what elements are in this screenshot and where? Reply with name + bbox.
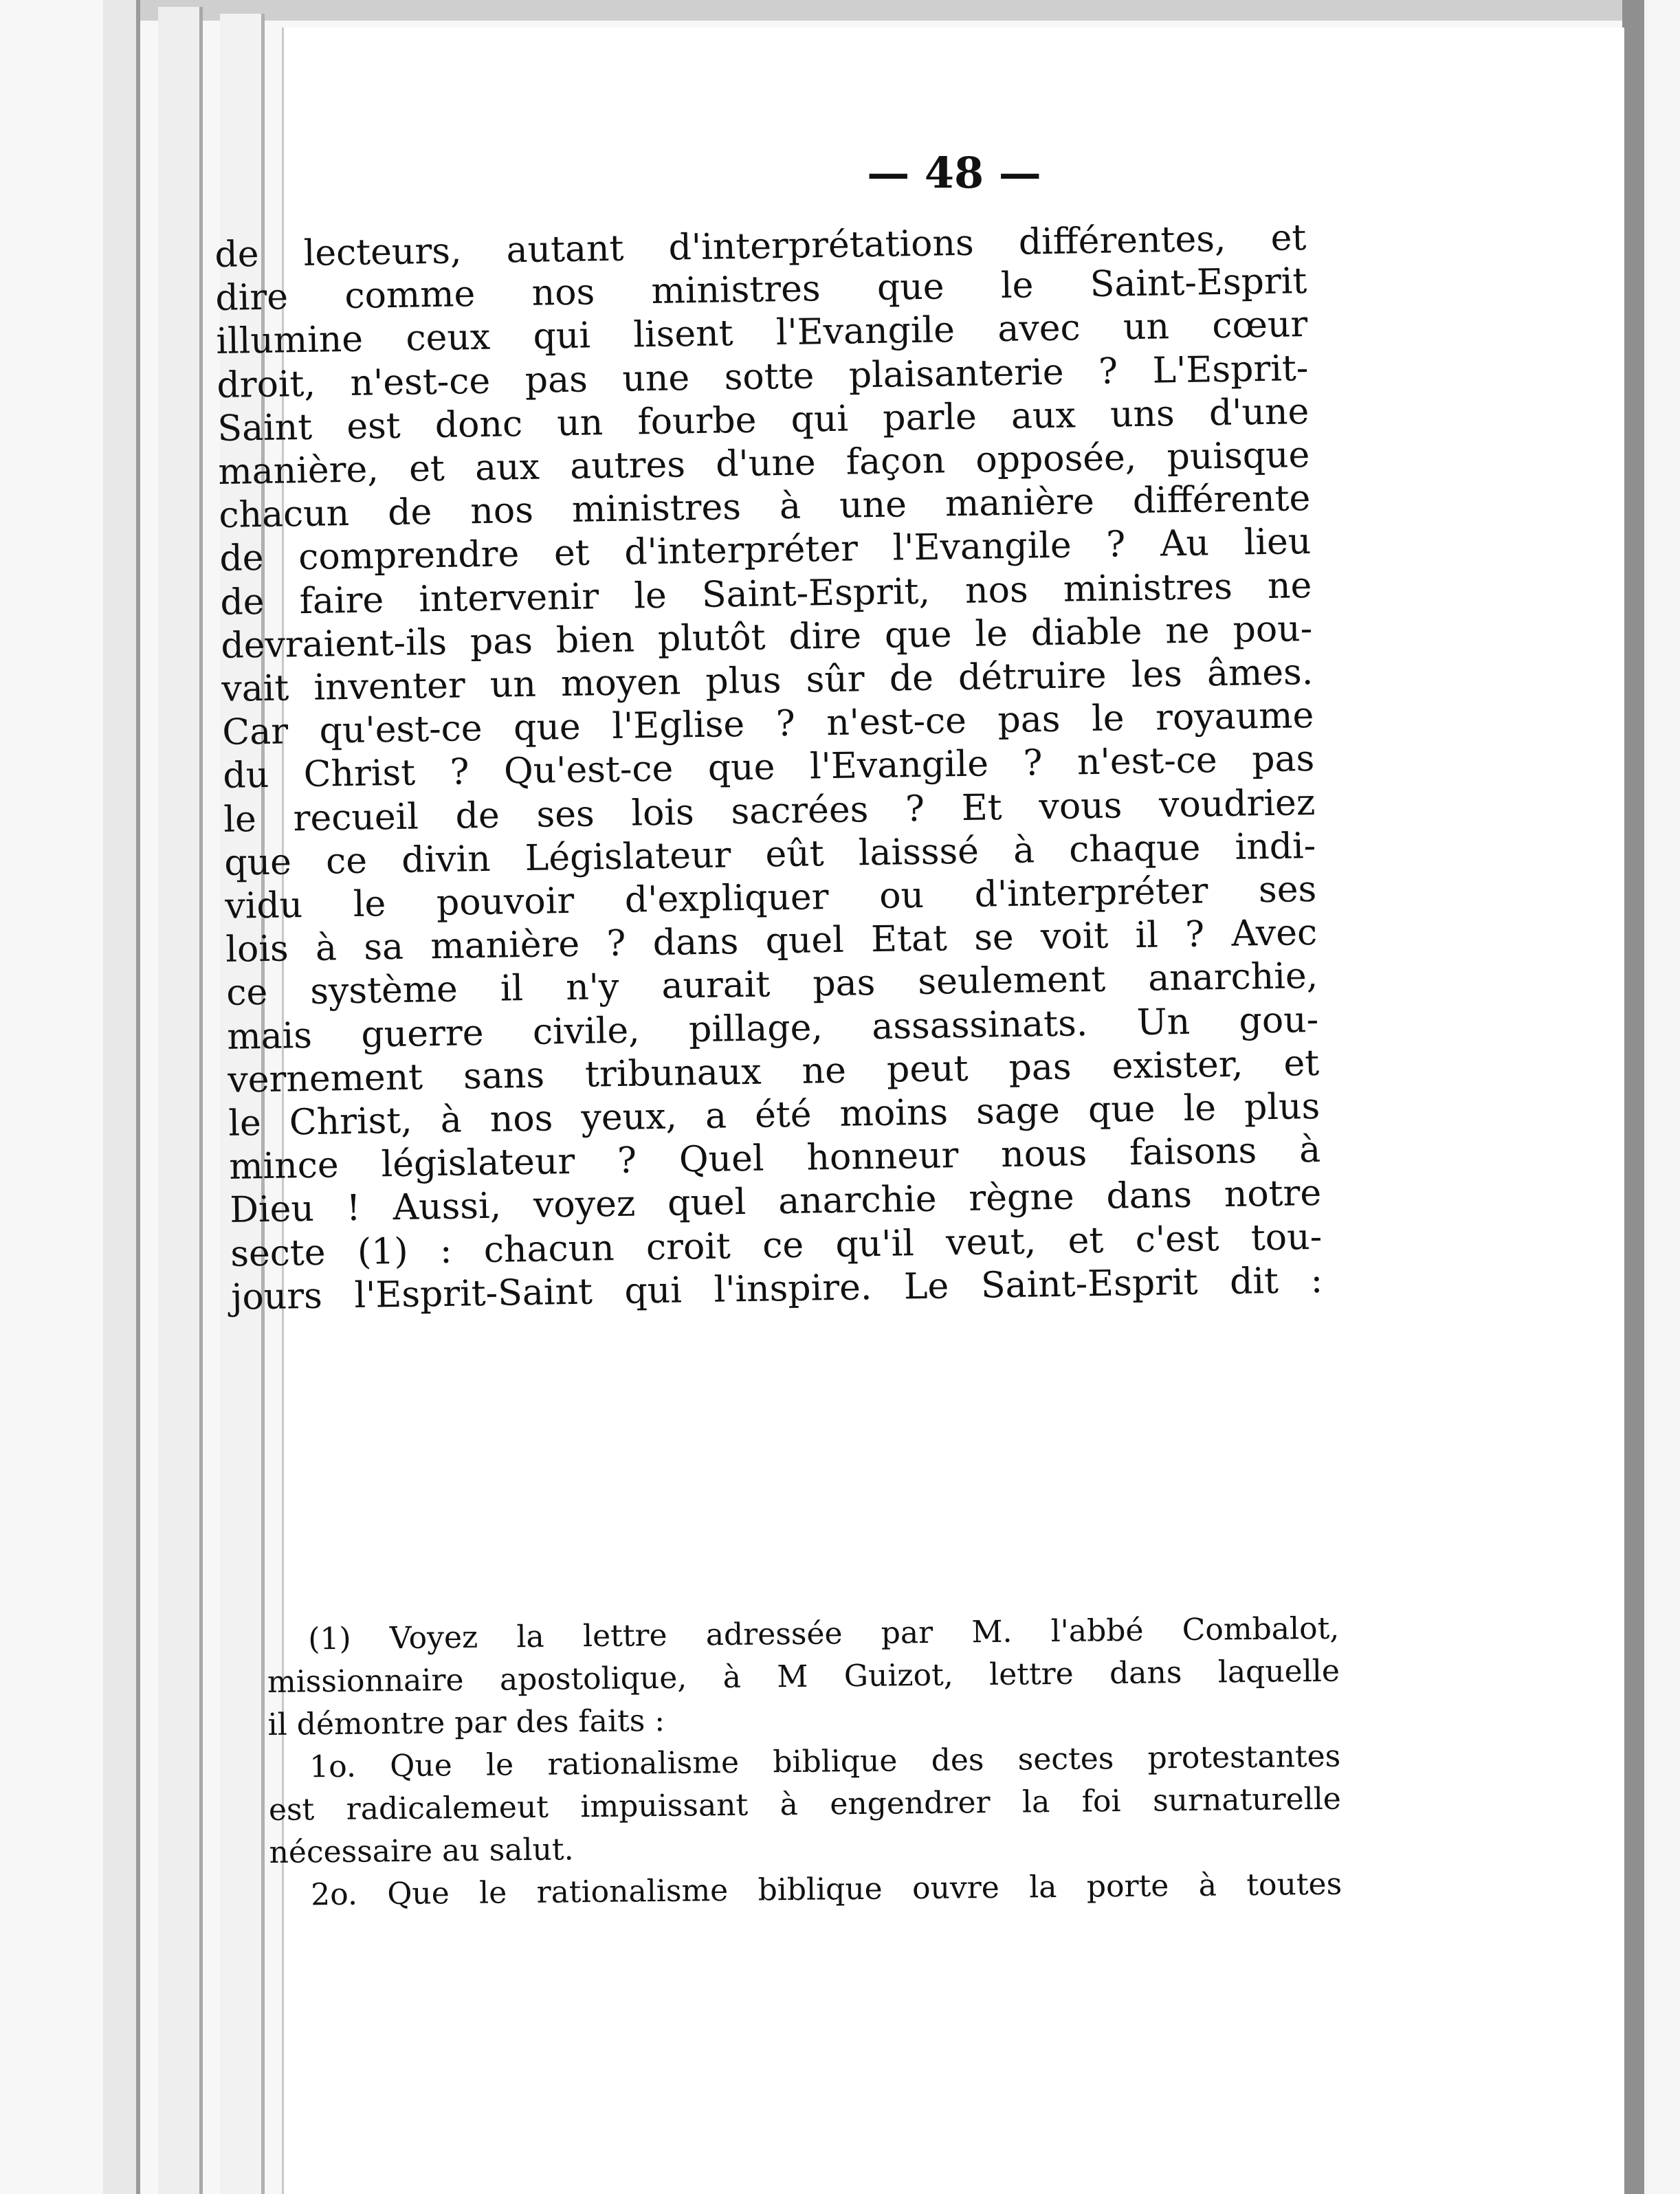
body-line: de faire intervenir le Saint-Esprit, nos ministres ne bbox=[219, 564, 1312, 623]
body-line: le Christ, à nos yeux, a été moins sage que le plus bbox=[228, 1085, 1320, 1144]
footnote-line: (1) Voyez la lettre adressée par M. l'abbé Combalot, bbox=[308, 1610, 1340, 1657]
footnote-line: 2o. Que le rationalisme biblique ouvre la porte à toutes bbox=[310, 1866, 1342, 1913]
body-line: ce système il n'y aurait pas seulement anarchie, bbox=[225, 955, 1318, 1015]
body-line: dire comme nos ministres que le Saint-Esprit bbox=[215, 261, 1307, 320]
body-line: de lecteurs, autant d'interprétations différentes, et bbox=[214, 217, 1307, 276]
body-line: vernement sans tribunaux ne peut pas exister, et bbox=[227, 1042, 1320, 1101]
body-line: Saint est donc un fourbe qui parle aux uns d'une bbox=[217, 390, 1309, 450]
page-top-edge bbox=[124, 0, 1622, 21]
page-edge-left-2 bbox=[158, 7, 203, 2194]
page-number: — 48 — bbox=[867, 148, 1041, 198]
footnote-line: il démontre par des faits : bbox=[267, 1703, 665, 1742]
body-line: vait inventer un moyen plus sûr de détruire les âmes. bbox=[221, 652, 1314, 710]
body-line: manière, et aux autres d'une façon opposée, puisque bbox=[217, 434, 1310, 493]
body-line: mince législateur ? Quel honneur nous faisons à bbox=[228, 1129, 1321, 1188]
body-line: droit, n'est-ce pas une sotte plaisanterie ? L'Esprit- bbox=[216, 347, 1309, 406]
body-line: chacun de nos ministres à une manière différente bbox=[218, 478, 1311, 537]
footnote-line: est radicalemeut impuissant à engendrer la foi surnaturelle bbox=[268, 1781, 1342, 1828]
body-line: lois à sa manière ? dans quel Etat se voit il ? Avec bbox=[225, 912, 1318, 971]
body-line: illumine ceux qui lisent l'Evangile avec un cœur bbox=[216, 304, 1308, 363]
body-line: devraient-ils pas bien plutôt dire que le diable ne pou- bbox=[220, 608, 1313, 667]
body-line: Car qu'est-ce que l'Eglise ? n'est-ce pas le royaume bbox=[221, 695, 1314, 754]
body-line: le recueil de ses lois sacrées ? Et vous voudriez bbox=[223, 782, 1316, 841]
page-edge-left-1 bbox=[103, 0, 140, 2194]
body-line: mais guerre civile, pillage, assassinats. Un gou- bbox=[226, 999, 1319, 1058]
body-line: de comprendre et d'interpréter l'Evangile ? Au lieu bbox=[219, 521, 1312, 580]
page-right-shadow bbox=[1622, 0, 1644, 2194]
footnote-line: 1o. Que le rationalisme biblique des sectes protestantes bbox=[309, 1738, 1341, 1785]
body-line: Dieu ! Aussi, voyez quel anarchie règne dans notre bbox=[229, 1173, 1322, 1232]
body-line: secte (1) : chacun croit ce qu'il veut, et c'est tou- bbox=[230, 1216, 1323, 1275]
footnote-line: missionnaire apostolique, à M Guizot, lettre dans laquelle bbox=[267, 1653, 1340, 1700]
page-right-margin bbox=[1644, 0, 1680, 2194]
body-text bbox=[214, 217, 1323, 1320]
body-line: vidu le pouvoir d'expliquer ou d'interpréter ses bbox=[224, 868, 1317, 927]
body-line: du Christ ? Qu'est-ce que l'Evangile ? n'est-ce pas bbox=[222, 738, 1315, 797]
footnote-line: nécessaire au salut. bbox=[269, 1832, 574, 1870]
body-line: jours l'Esprit-Saint qui l'inspire. Le Saint-Esprit dit : bbox=[230, 1259, 1323, 1318]
body-line: que ce divin Législateur eût laisssé à chaque indi- bbox=[223, 825, 1316, 884]
footnotes bbox=[267, 1608, 1342, 1917]
